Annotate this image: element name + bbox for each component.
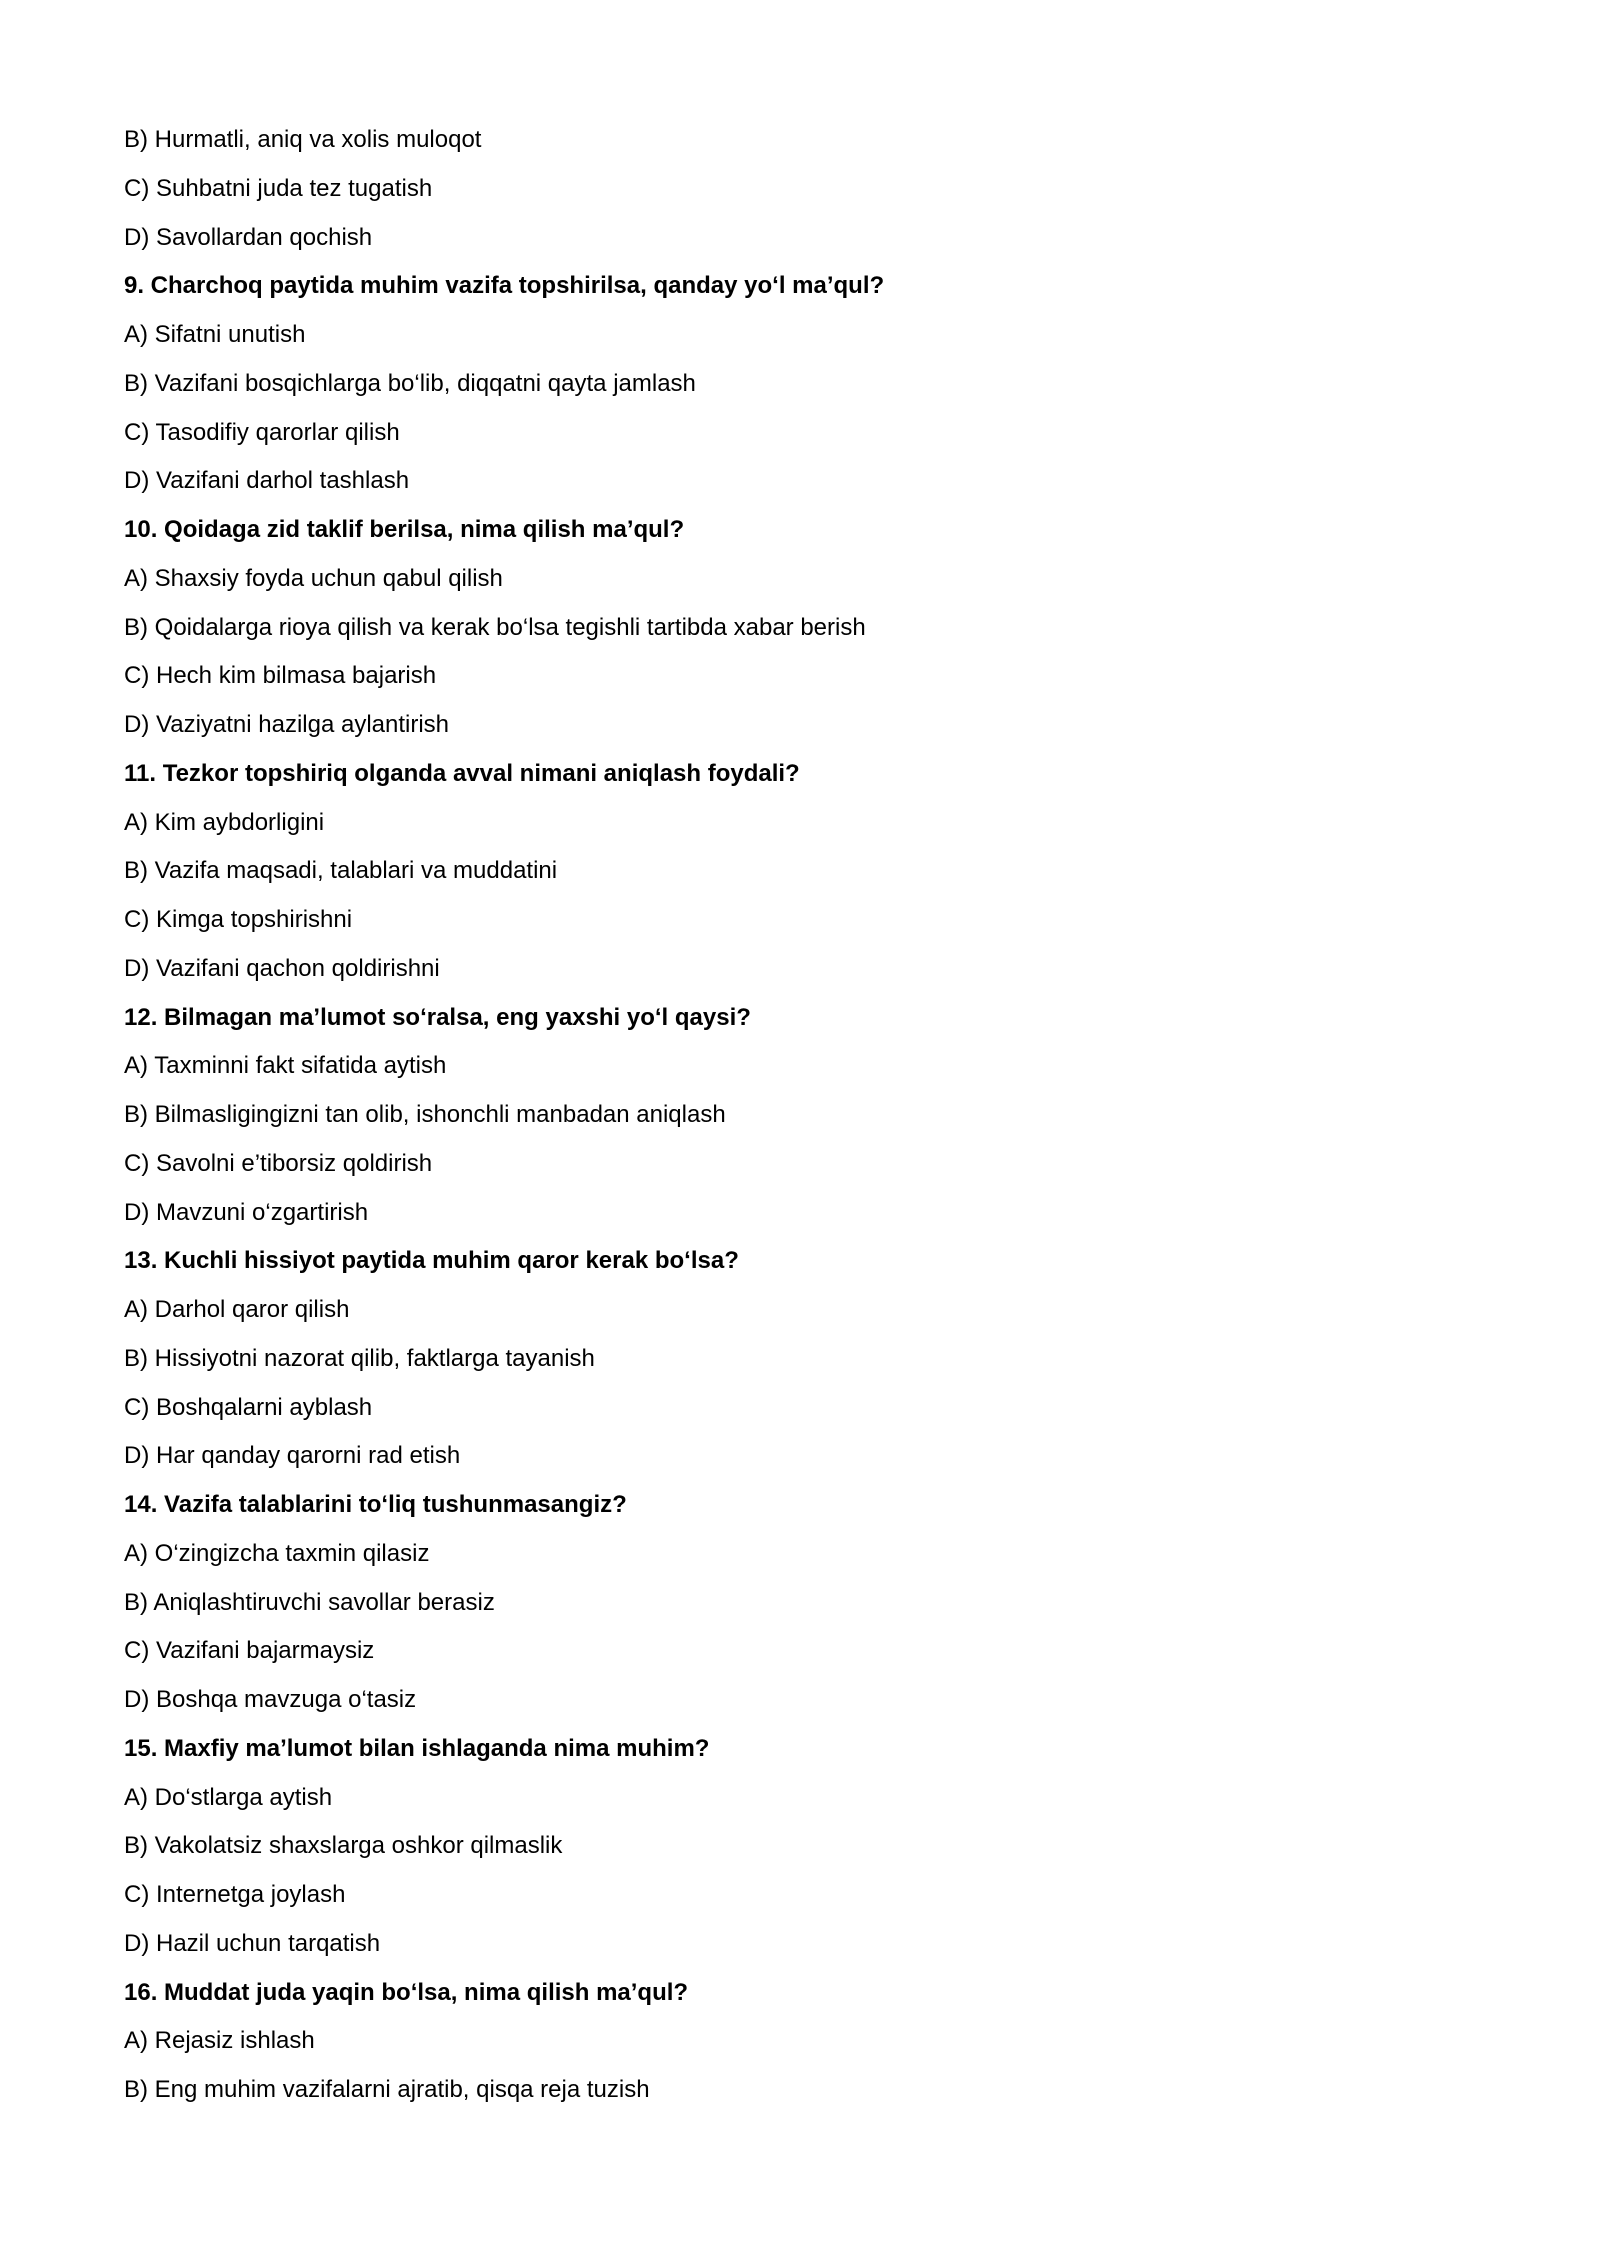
answer-option: C) Kimga topshirishni — [124, 906, 353, 933]
question-heading: 16. Muddat juda yaqin bo‘lsa, nima qilish ma’qul? — [124, 1978, 689, 2006]
answer-option: C) Suhbatni juda tez tugatish — [124, 174, 433, 202]
answer-option: C) Tasodifiy qarorlar qilish — [124, 418, 400, 446]
answer-option: B) Hissiyotni nazorat qilib, faktlarga tayanish — [124, 1344, 595, 1372]
answer-option: B) Aniqlashtiruvchi savollar berasiz — [124, 1588, 495, 1616]
answer-option: B) Vakolatsiz shaxslarga oshkor qilmaslik — [124, 1832, 563, 1860]
answer-option: A) Kim aybdorligini — [124, 808, 325, 836]
answer-option: D) Vazifani darhol tashlash — [124, 467, 410, 495]
answer-option: C) Boshqalarni ayblash — [124, 1393, 373, 1421]
answer-option: B) Hurmatli, aniq va xolis muloqot — [124, 126, 482, 153]
answer-option: A) Sifatni unutish — [124, 321, 306, 348]
answer-option: C) Vazifani bajarmaysiz — [124, 1637, 375, 1665]
answer-option: D) Vaziyatni hazilga aylantirish — [124, 711, 450, 738]
answer-option: D) Hazil uchun tarqatish — [124, 1929, 381, 1957]
question-heading: 15. Maxfiy ma’lumot bilan ishlaganda nima muhim? — [124, 1734, 710, 1762]
answer-option: D) Boshqa mavzuga o‘tasiz — [124, 1686, 417, 1713]
answer-option: A) O‘zingizcha taxmin qilasiz — [124, 1539, 430, 1567]
question-heading: 9. Charchoq paytida muhim vazifa topshirilsa, qanday yo‘l ma’qul? — [124, 272, 885, 300]
answer-option: C) Hech kim bilmasa bajarish — [124, 662, 437, 690]
answer-option: B) Eng muhim vazifalarni ajratib, qisqa reja tuzish — [124, 2076, 650, 2103]
answer-option: D) Har qanday qarorni rad etish — [124, 1442, 461, 1470]
answer-option: C) Savolni e’tiborsiz qoldirish — [124, 1149, 433, 1177]
question-heading: 10. Qoidaga zid taklif berilsa, nima qilish ma’qul? — [124, 516, 685, 543]
answer-option: D) Vazifani qachon qoldirishni — [124, 954, 440, 982]
question-heading: 12. Bilmagan ma’lumot so‘ralsa, eng yaxshi yo‘l qaysi? — [124, 1003, 751, 1031]
answer-option: D) Savollardan qochish — [124, 223, 373, 251]
answer-option: A) Darhol qaror qilish — [124, 1296, 350, 1323]
answer-option: B) Vazifa maqsadi, talablari va muddatini — [124, 857, 558, 885]
answer-option: D) Mavzuni o‘zgartirish — [124, 1198, 369, 1226]
answer-option: B) Qoidalarga rioya qilish va kerak bo‘lsa tegishli tartibda xabar berish — [124, 613, 866, 641]
question-heading: 11. Tezkor topshiriq olganda avval nimani aniqlash foydali? — [124, 759, 800, 787]
answer-option: A) Do‘stlarga aytish — [124, 1783, 333, 1811]
question-heading: 13. Kuchli hissiyot paytida muhim qaror kerak bo‘lsa? — [124, 1247, 739, 1275]
answer-option: B) Vazifani bosqichlarga bo‘lib, diqqatni qayta jamlash — [124, 369, 696, 397]
question-list — [124, 124, 1484, 2123]
answer-option: A) Rejasiz ishlash — [124, 2027, 315, 2055]
answer-option: B) Bilmasligingizni tan olib, ishonchli manbadan aniqlash — [124, 1101, 726, 1128]
question-heading: 14. Vazifa talablarini to‘liq tushunmasangiz? — [124, 1491, 627, 1518]
answer-option: A) Shaxsiy foyda uchun qabul qilish — [124, 564, 503, 592]
answer-option: A) Taxminni fakt sifatida aytish — [124, 1052, 447, 1080]
answer-option: C) Internetga joylash — [124, 1881, 346, 1908]
